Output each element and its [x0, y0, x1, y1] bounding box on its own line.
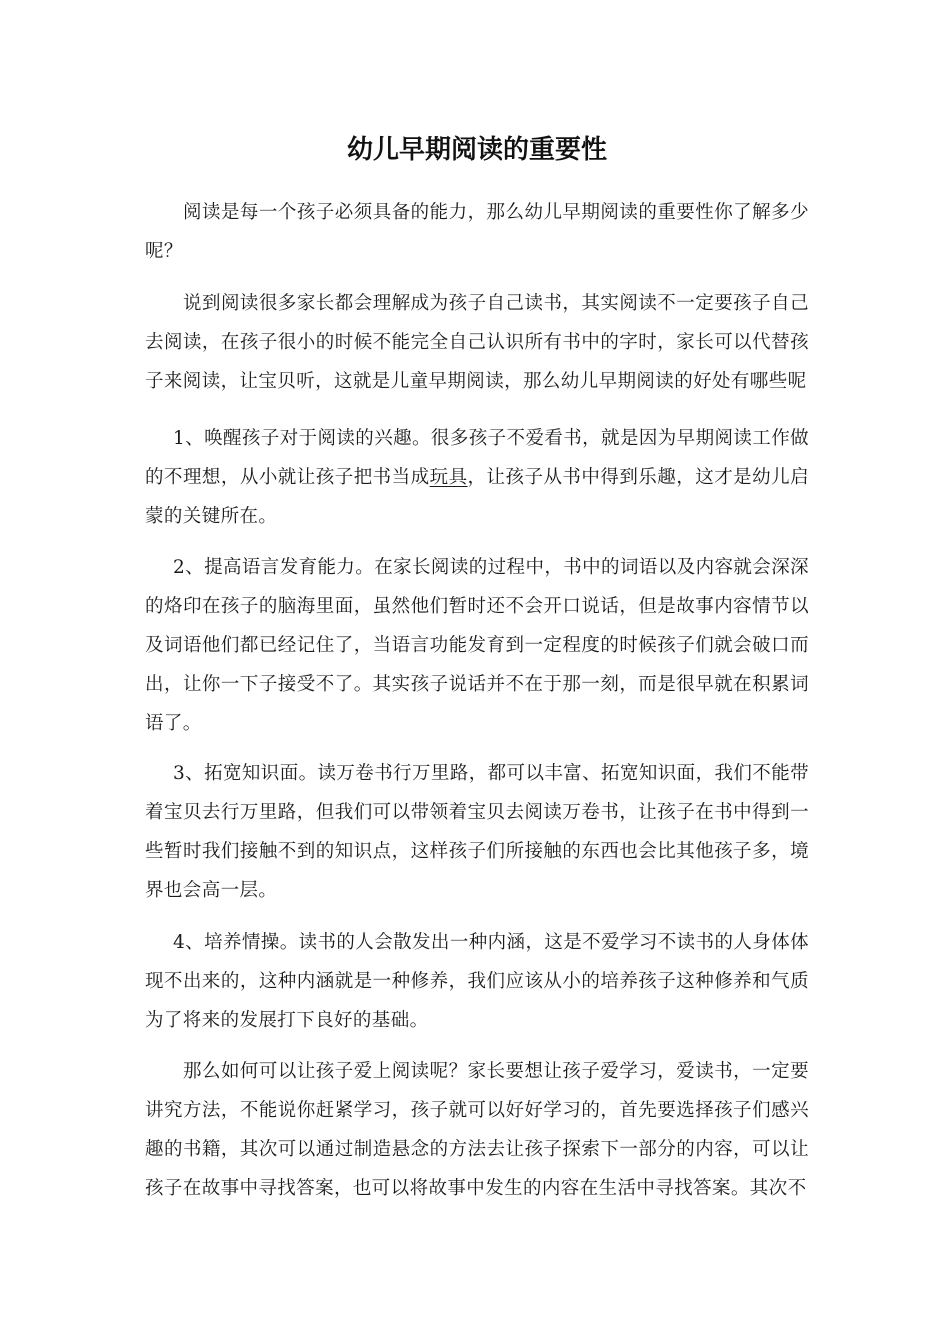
toy-link[interactable]: 玩具 [429, 467, 468, 488]
point-3-paragraph: 3、拓宽知识面。读万卷书行万里路，都可以丰富、拓宽知识面，我们不能带着宝贝去行万里路，但我们可以带领着宝贝去阅读万卷书，让孩子在书中得到一些暂时我们接触不到的知识点，这样孩子们所接触的东西也会比其他孩子多，境界也会高一层。 [145, 763, 809, 901]
point-1-text-after: ，让孩子从书中得到乐趣，这才是幼儿启蒙的关键所在。 [145, 467, 809, 527]
intro-paragraph: 阅读是每一个孩子必须具备的能力，那么幼儿早期阅读的重要性你了解多少呢？ [145, 202, 809, 262]
point-2-paragraph: 2、提高语言发育能力。在家长阅读的过程中，书中的词语以及内容就会深深的烙印在孩子的脑海里面，虽然他们暂时还不会开口说话，但是故事内容情节以及词语他们都已经记住了，当语言功能发育到一定程度的时候孩子们就会破口而出，让你一下子接受不了。其实孩子说话并不在于那一刻，而是很早就在积累词语了。 [145, 557, 809, 734]
point-1-text-before: 1、唤醒孩子对于阅读的兴趣。很多孩子不爱看书，就是因为早期阅读工作做的不理想，从小就让孩子把书当成 [145, 428, 809, 488]
document-title: 幼儿早期阅读的重要性 [346, 135, 607, 165]
definition-paragraph: 说到阅读很多家长都会理解成为孩子自己读书，其实阅读不一定要孩子自己去阅读，在孩子很小的时候不能完全自己认识所有书中的字时，家长可以代替孩子来阅读，让宝贝听，这就是儿童早期阅读，那么幼儿早期阅读的好处有哪些呢 [145, 293, 809, 392]
point-4-paragraph: 4、培养情操。读书的人会散发出一种内涵，这是不爱学习不读书的人身体体现不出来的，这种内涵就是一种修养，我们应该从小的培养孩子这种修养和气质为了将来的发展打下良好的基础。 [145, 932, 809, 1031]
point-1-paragraph [145, 419, 809, 536]
closing-paragraph: 那么如何可以让孩子爱上阅读呢？家长要想让孩子爱学习，爱读书，一定要讲究方法，不能说你赶紧学习，孩子就可以好好学习的，首先要选择孩子们感兴趣的书籍，其次可以通过制造悬念的方法去让孩子探索下一部分的内容，可以让孩子在故事中寻找答案，也可以将故事中发生的内容在生活中寻找答案。其次不 [145, 1061, 809, 1199]
